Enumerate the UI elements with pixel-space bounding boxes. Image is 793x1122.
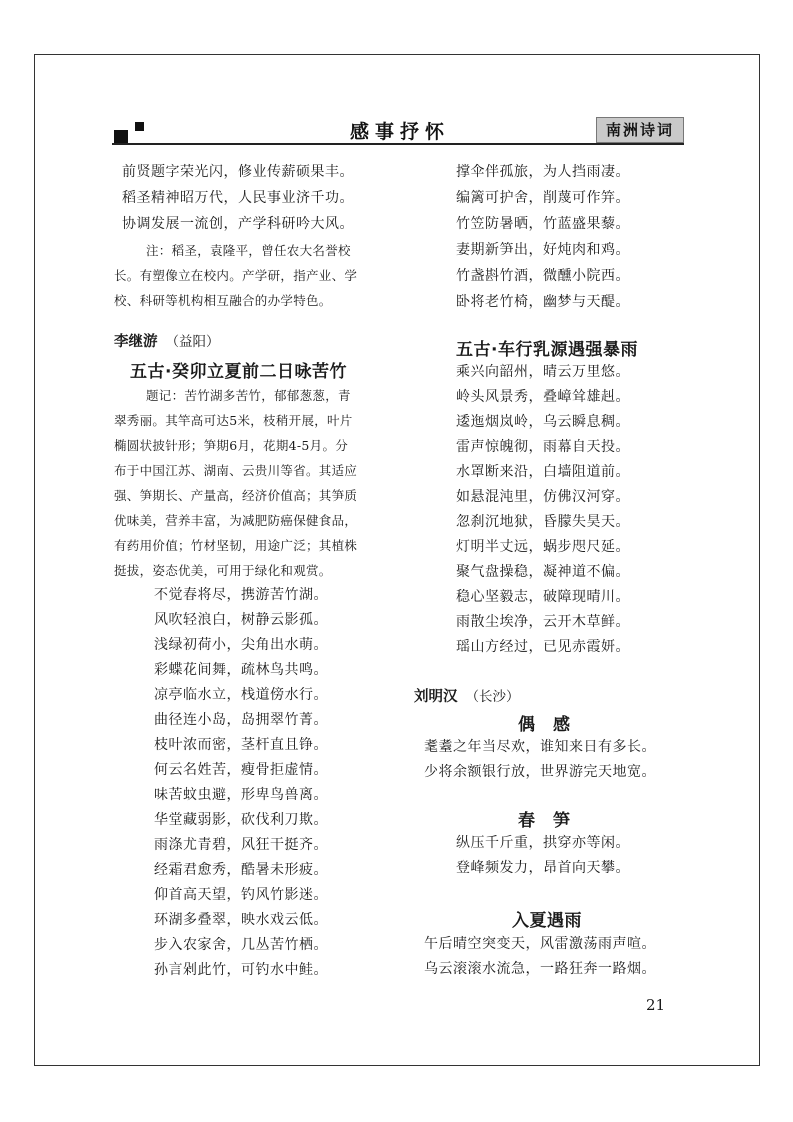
poem-line: 岭头风景秀，叠嶂耸雄赳。 — [456, 389, 630, 405]
preface-line: 题记：苦竹湖多苦竹，郁郁葱葱，青 — [146, 388, 351, 403]
preface-line: 布于中国江苏、湖南、云贵川等省。其适应 — [114, 463, 358, 478]
author-liu-minghan — [414, 685, 520, 706]
poem-line: 少将余额银行放，世界游完天地宽。 — [424, 764, 656, 780]
preface-line: 挺拔，姿态优美，可用于绿化和观赏。 — [114, 563, 332, 578]
poem-line: 水罩断来沿，白墙阻道前。 — [456, 464, 630, 480]
poem-line: 枝叶浓而密，茎杆直且铮。 — [154, 737, 328, 753]
poem-line: 乘兴向韶州，晴云万里悠。 — [456, 364, 630, 380]
preface-line: 椭圆状披针形；笋期6月，花期4-5月。分 — [114, 438, 349, 453]
poem-line: 步入农家舍，几丛苦竹栖。 — [154, 937, 328, 953]
author-place: （长沙） — [465, 689, 520, 705]
poem-line: 雨涤尤青碧，风狂干挺齐。 — [154, 837, 328, 853]
poem-line: 雷声惊魄彻，雨幕自天投。 — [456, 439, 630, 455]
author-name: 刘明汉 — [414, 689, 458, 705]
poem-line: 经霜君愈秀，酷暑未形疲。 — [154, 862, 328, 878]
poem-line: 编篱可护舍，削蔑可作笄。 — [456, 190, 630, 206]
poem-line: 耄耋之年当尽欢，谁知来日有多长。 — [424, 739, 656, 755]
magazine-name: 南洲诗词 — [596, 117, 684, 143]
header-square-large — [114, 130, 128, 144]
poem-line: 妻期新笋出，好炖肉和鸡。 — [456, 242, 630, 258]
page-number: 21 — [646, 996, 666, 1014]
poem-line: 瑶山方经过，已见赤霞妍。 — [456, 639, 630, 655]
poem-line: 孙言剁此竹，可钓水中鲑。 — [154, 962, 328, 978]
preface-line: 优味美，营养丰富，为减肥防癌保健食品， — [114, 513, 358, 528]
poem-line: 竹笠防暑晒，竹蓝盛果藜。 — [456, 216, 630, 232]
poem-line: 彩蝶花间舞，疏林鸟共鸣。 — [154, 662, 328, 678]
note-line: 长。有塑像立在校内。产学研，指产业、学 — [114, 268, 358, 283]
note-line: 校、科研等机构相互融合的办学特色。 — [114, 293, 332, 308]
note-line: 注：稻圣，袁隆平，曾任农大名誉校 — [146, 243, 351, 258]
poem-title: 五古·癸卯立夏前二日咏苦竹 — [130, 362, 347, 382]
poem-line: 何云名姓苦，瘦骨拒虚情。 — [154, 762, 328, 778]
poem-line: 卧将老竹椅，幽梦与天醍。 — [456, 294, 630, 310]
author-li-jiyou — [114, 330, 220, 351]
poem-line: 逶迤烟岚岭，乌云瞬息稠。 — [456, 414, 630, 430]
poem-line: 忽刹沉地狱，昏朦失昊天。 — [456, 514, 630, 530]
preface-line: 强、笋期长、产量高，经济价值高；其笋质 — [114, 488, 358, 503]
poem-line: 前贤题字荣光闪，修业传薪硕果丰。 — [122, 164, 354, 180]
section-title: 感事抒怀 — [349, 121, 450, 143]
poem-line: 不觉春将尽，携游苦竹湖。 — [154, 587, 328, 603]
poem-title: 偶 感 — [518, 715, 571, 735]
poem-line: 凉亭临水立，栈道傍水行。 — [154, 687, 328, 703]
poem-line: 华堂藏弱影，砍伐利刀欺。 — [154, 812, 328, 828]
poem-line: 午后晴空突变天，风雷激荡雨声喧。 — [424, 936, 656, 952]
poem-line: 风吹轻浪白，树静云影孤。 — [154, 612, 328, 628]
poem-line: 雨散尘埃净，云开木草鲜。 — [456, 614, 630, 630]
poem-line: 登峰频发力，昂首向天攀。 — [456, 860, 630, 876]
author-name: 李继游 — [114, 334, 158, 350]
poem-line: 竹盏斟竹酒，微醺小院西。 — [456, 268, 630, 284]
poem-title: 入夏遇雨 — [512, 911, 582, 931]
poem-title: 春 笋 — [518, 811, 571, 831]
author-place: （益阳） — [165, 334, 220, 350]
poem-line: 乌云滚滚水流急，一路狂奔一路烟。 — [424, 961, 656, 977]
poem-line: 撑伞伴孤旅，为人挡雨凄。 — [456, 164, 630, 180]
poem-line: 聚气盘操稳，凝神道不偏。 — [456, 564, 630, 580]
poem-line: 协调发展一流创，产学科研吟大风。 — [122, 216, 354, 232]
poem-line: 灯明半丈远，蜗步咫尺延。 — [456, 539, 630, 555]
preface-line: 有药用价值；竹材坚韧，用途广泛；其植株 — [114, 538, 358, 553]
poem-line: 味苦蚊虫避，形卑鸟兽离。 — [154, 787, 328, 803]
poem-title: 五古·车行乳源遇强暴雨 — [456, 340, 638, 360]
poem-line: 纵压千斤重，拱穿亦等闲。 — [456, 835, 630, 851]
poem-line: 环湖多叠翠，映水戏云低。 — [154, 912, 328, 928]
header-square-small — [135, 122, 144, 131]
preface-line: 翠秀丽。其竿高可达5米，枝稍开展，叶片 — [114, 413, 353, 428]
poem-line: 稳心坚毅志，破障现晴川。 — [456, 589, 630, 605]
poem-line: 曲径连小岛，岛拥翠竹菁。 — [154, 712, 328, 728]
poem-line: 浅绿初荷小，尖角出水萌。 — [154, 637, 328, 653]
poem-line: 仰首高天望，钓风竹影迷。 — [154, 887, 328, 903]
poem-line: 如悬混沌里，仿佛汉河穿。 — [456, 489, 630, 505]
poem-line: 稻圣精神昭万代，人民事业济千功。 — [122, 190, 354, 206]
